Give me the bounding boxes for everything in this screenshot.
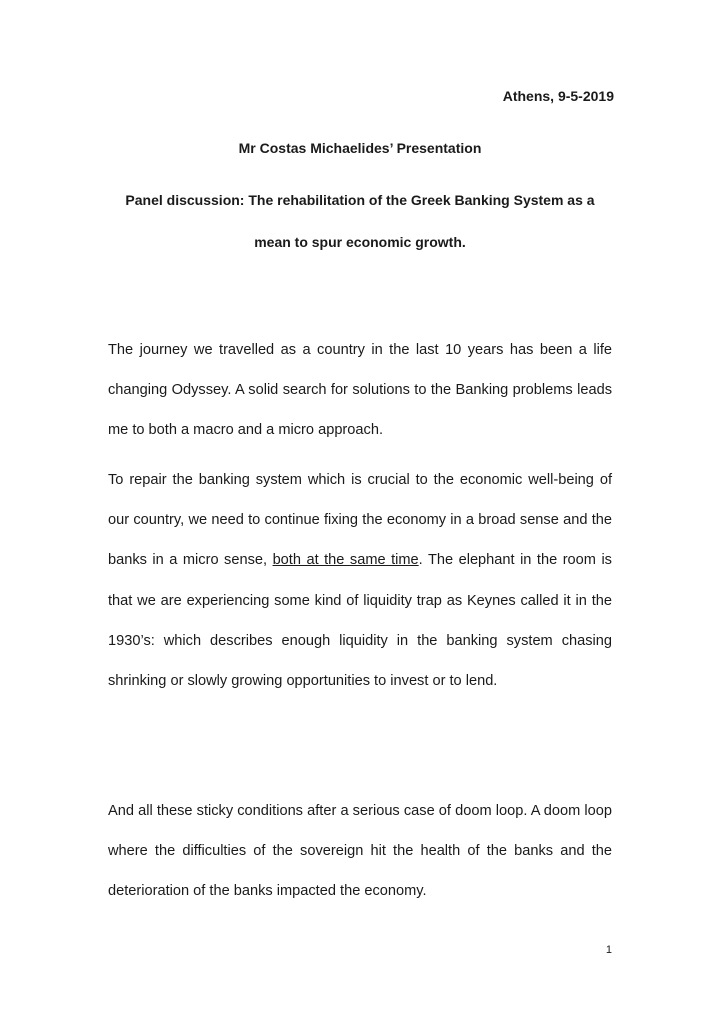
- paragraph-2-text-start: To repair the banking system which is crucial to the economic well-being of our country, we need to continue fixing the economy in a broad sense and the banks in a micro sense,: [108, 472, 612, 569]
- paragraph-2-text-end: . The elephant in the room is that we are experiencing some kind of liquidity trap as Keynes called it in the 1930’s: which describes enough liquidity in the banking system chasing shrinking or slowly growing opportunities to invest or to lend.: [108, 552, 612, 690]
- panel-heading-line-2: mean to spur economic growth.: [254, 234, 466, 250]
- page-number: 1: [605, 944, 612, 956]
- underlined-phrase: both at the same time: [272, 552, 419, 569]
- panel-heading-line-1: Panel discussion: The rehabilitation of the Greek Banking System as a: [125, 192, 595, 208]
- presentation-title: Mr Costas Michaelides’ Presentation: [238, 140, 482, 156]
- document-date: Athens, 9-5-2019: [502, 88, 614, 104]
- body-paragraph-2: [108, 460, 612, 701]
- body-paragraph-3: And all these sticky conditions after a serious case of doom loop. A doom loop where the difficulties of the sovereign hit the health of the banks and the deterioration of the banks impacted the economy.: [108, 803, 612, 900]
- body-paragraph-1: The journey we travelled as a country in the last 10 years has been a life changing Odyssey. A solid search for solutions to the Banking problems leads me to both a macro and a micro approach.: [108, 342, 612, 439]
